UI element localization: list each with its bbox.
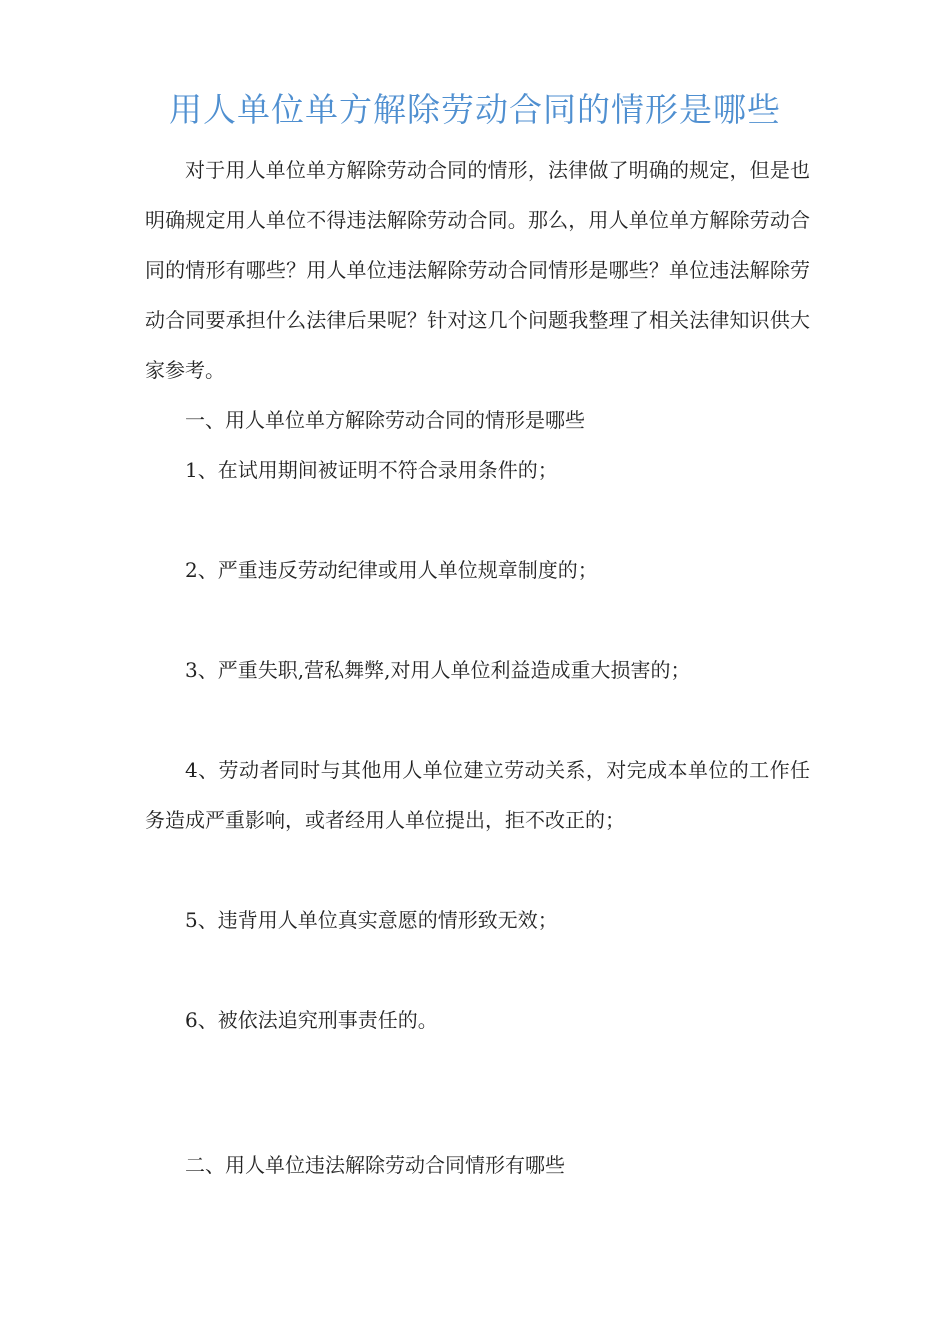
- list-item-1: 1、在试用期间被证明不符合录用条件的；: [185, 458, 558, 482]
- document-title: 用人单位单方解除劳动合同的情形是哪些: [169, 90, 781, 129]
- list-item-6: 6、被依法追究刑事责任的。: [185, 1008, 438, 1032]
- intro-paragraph: 对于用人单位单方解除劳动合同的情形，法律做了明确的规定，但是也明确规定用人单位不得违法解除劳动合同。那么，用人单位单方解除劳动合同的情形有哪些？用人单位违法解除劳动合同情形是哪些？单位违法解除劳动合同要承担什么法律后果呢？针对这几个问题我整理了相关法律知识供大家参考。: [145, 158, 810, 382]
- list-item-4: 4、劳动者同时与其他用人单位建立劳动关系，对完成本单位的工作任务造成严重影响，或者经用人单位提出，拒不改正的；: [145, 758, 810, 832]
- section-heading-2: 二、用人单位违法解除劳动合同情形有哪些: [185, 1153, 565, 1177]
- list-item-3: 3、严重失职,营私舞弊,对用人单位利益造成重大损害的；: [185, 658, 691, 682]
- list-item-5: 5、违背用人单位真实意愿的情形致无效；: [185, 908, 558, 932]
- section-heading-1: 一、用人单位单方解除劳动合同的情形是哪些: [185, 408, 585, 432]
- list-item-2: 2、严重违反劳动纪律或用人单位规章制度的；: [185, 558, 598, 582]
